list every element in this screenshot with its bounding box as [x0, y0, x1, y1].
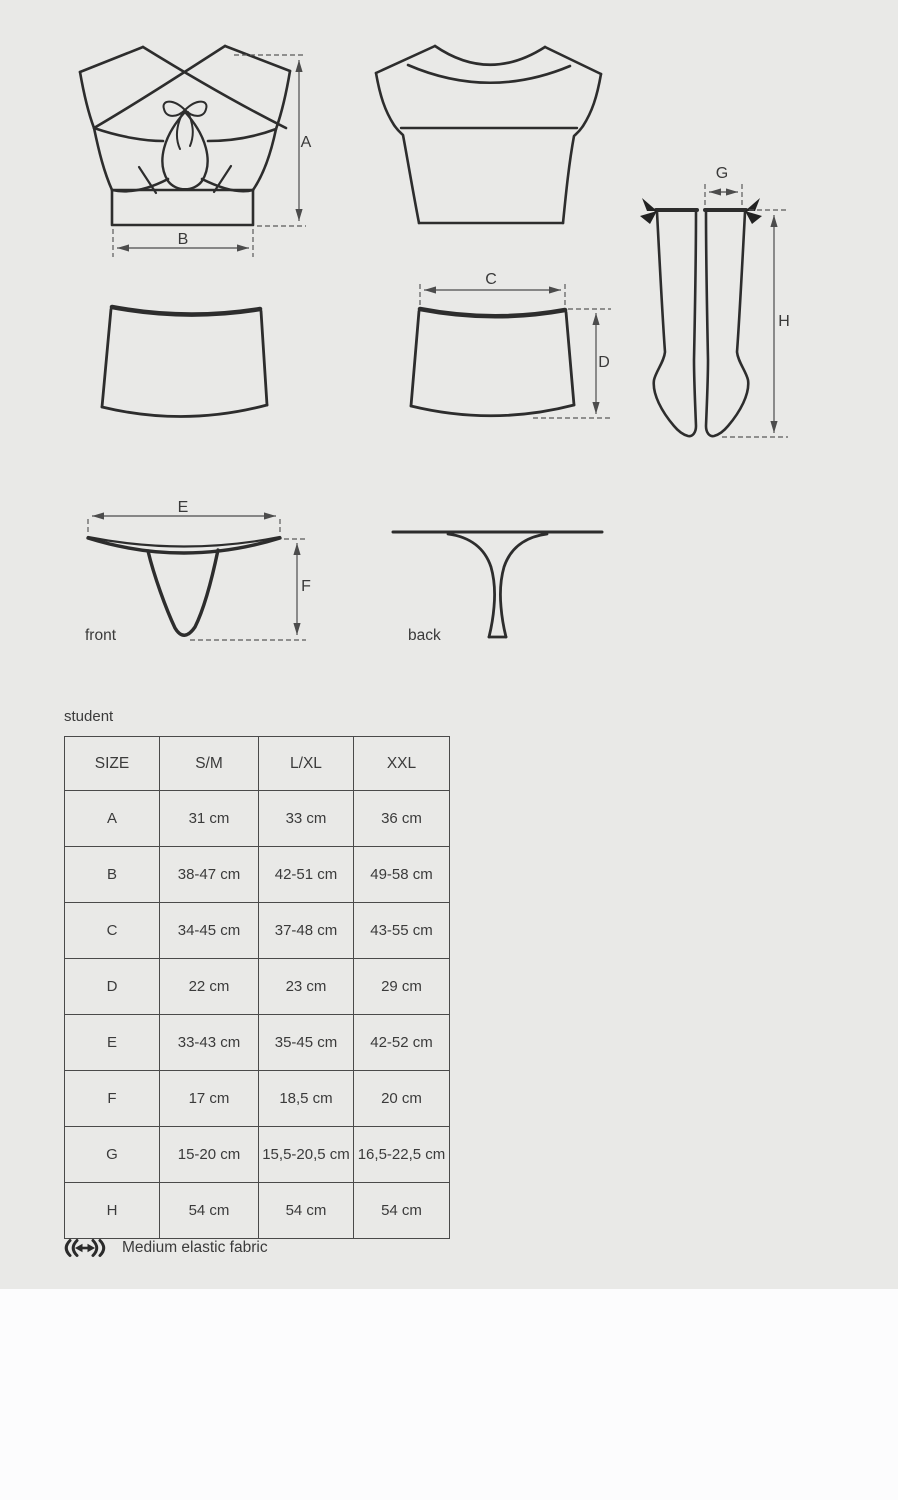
row-label: C	[65, 903, 160, 959]
table-cell: 23 cm	[259, 959, 354, 1015]
table-row-g	[65, 1127, 450, 1183]
table-row-a	[65, 791, 450, 847]
table-cell: 34-45 cm	[160, 903, 259, 959]
dimension-label-a: A	[300, 134, 312, 151]
bow-stocking-right	[745, 198, 762, 224]
stockings-drawing	[640, 198, 762, 436]
thong-back-drawing	[393, 532, 602, 637]
row-label: B	[65, 847, 160, 903]
skirt-back-drawing	[411, 309, 574, 416]
table-cell: 20 cm	[354, 1071, 450, 1127]
table-row-c	[65, 903, 450, 959]
row-label: D	[65, 959, 160, 1015]
dimension-label-f: F	[301, 578, 311, 595]
fabric-note-row	[60, 1238, 268, 1258]
table-row-b	[65, 847, 450, 903]
product-name-label: student	[64, 708, 114, 725]
bow-front-top	[164, 102, 207, 149]
crop-top-front-drawing	[80, 46, 290, 225]
table-cell: 36 cm	[354, 791, 450, 847]
garment-diagram	[0, 0, 898, 690]
crop-top-back-drawing	[376, 46, 601, 223]
table-cell: 35-45 cm	[259, 1015, 354, 1071]
dimension-arrows	[92, 60, 774, 635]
back-view-label: back	[408, 627, 441, 644]
table-cell: 42-52 cm	[354, 1015, 450, 1071]
table-cell: 33-43 cm	[160, 1015, 259, 1071]
row-label: G	[65, 1127, 160, 1183]
stretch-elastic-icon	[60, 1238, 110, 1258]
table-cell: 16,5-22,5 cm	[354, 1127, 450, 1183]
fabric-note-text: Medium elastic fabric	[122, 1239, 268, 1257]
table-cell: 18,5 cm	[259, 1071, 354, 1127]
table-cell: 54 cm	[259, 1183, 354, 1239]
column-header-size: SIZE	[65, 737, 160, 791]
table-row-h	[65, 1183, 450, 1239]
skirt-front-drawing	[102, 307, 267, 417]
table-cell: 54 cm	[160, 1183, 259, 1239]
dimension-label-h: H	[778, 313, 790, 330]
table-cell: 38-47 cm	[160, 847, 259, 903]
table-row-f	[65, 1071, 450, 1127]
column-header-sm: S/M	[160, 737, 259, 791]
table-cell: 49-58 cm	[354, 847, 450, 903]
dimension-label-b: B	[177, 231, 189, 248]
table-cell: 29 cm	[354, 959, 450, 1015]
column-header-lxl: L/XL	[259, 737, 354, 791]
table-cell: 15-20 cm	[160, 1127, 259, 1183]
thong-front-drawing	[88, 537, 280, 635]
bow-stocking-left	[640, 198, 657, 224]
dimension-label-g: G	[715, 165, 729, 182]
table-cell: 54 cm	[354, 1183, 450, 1239]
table-cell: 37-48 cm	[259, 903, 354, 959]
table-cell: 33 cm	[259, 791, 354, 847]
front-view-label: front	[85, 627, 117, 644]
column-header-xxl: XXL	[354, 737, 450, 791]
dimension-label-d: D	[598, 354, 610, 371]
dimension-label-e: E	[177, 499, 189, 516]
row-label: F	[65, 1071, 160, 1127]
dimension-label-c: C	[485, 271, 497, 288]
size-table-header-row	[65, 737, 450, 791]
table-cell: 43-55 cm	[354, 903, 450, 959]
table-cell: 17 cm	[160, 1071, 259, 1127]
row-label: E	[65, 1015, 160, 1071]
table-cell: 15,5-20,5 cm	[259, 1127, 354, 1183]
table-row-d	[65, 959, 450, 1015]
table-cell: 22 cm	[160, 959, 259, 1015]
table-cell: 42-51 cm	[259, 847, 354, 903]
table-row-e	[65, 1015, 450, 1071]
table-cell: 31 cm	[160, 791, 259, 847]
row-label: H	[65, 1183, 160, 1239]
row-label: A	[65, 791, 160, 847]
size-table	[64, 736, 450, 1239]
